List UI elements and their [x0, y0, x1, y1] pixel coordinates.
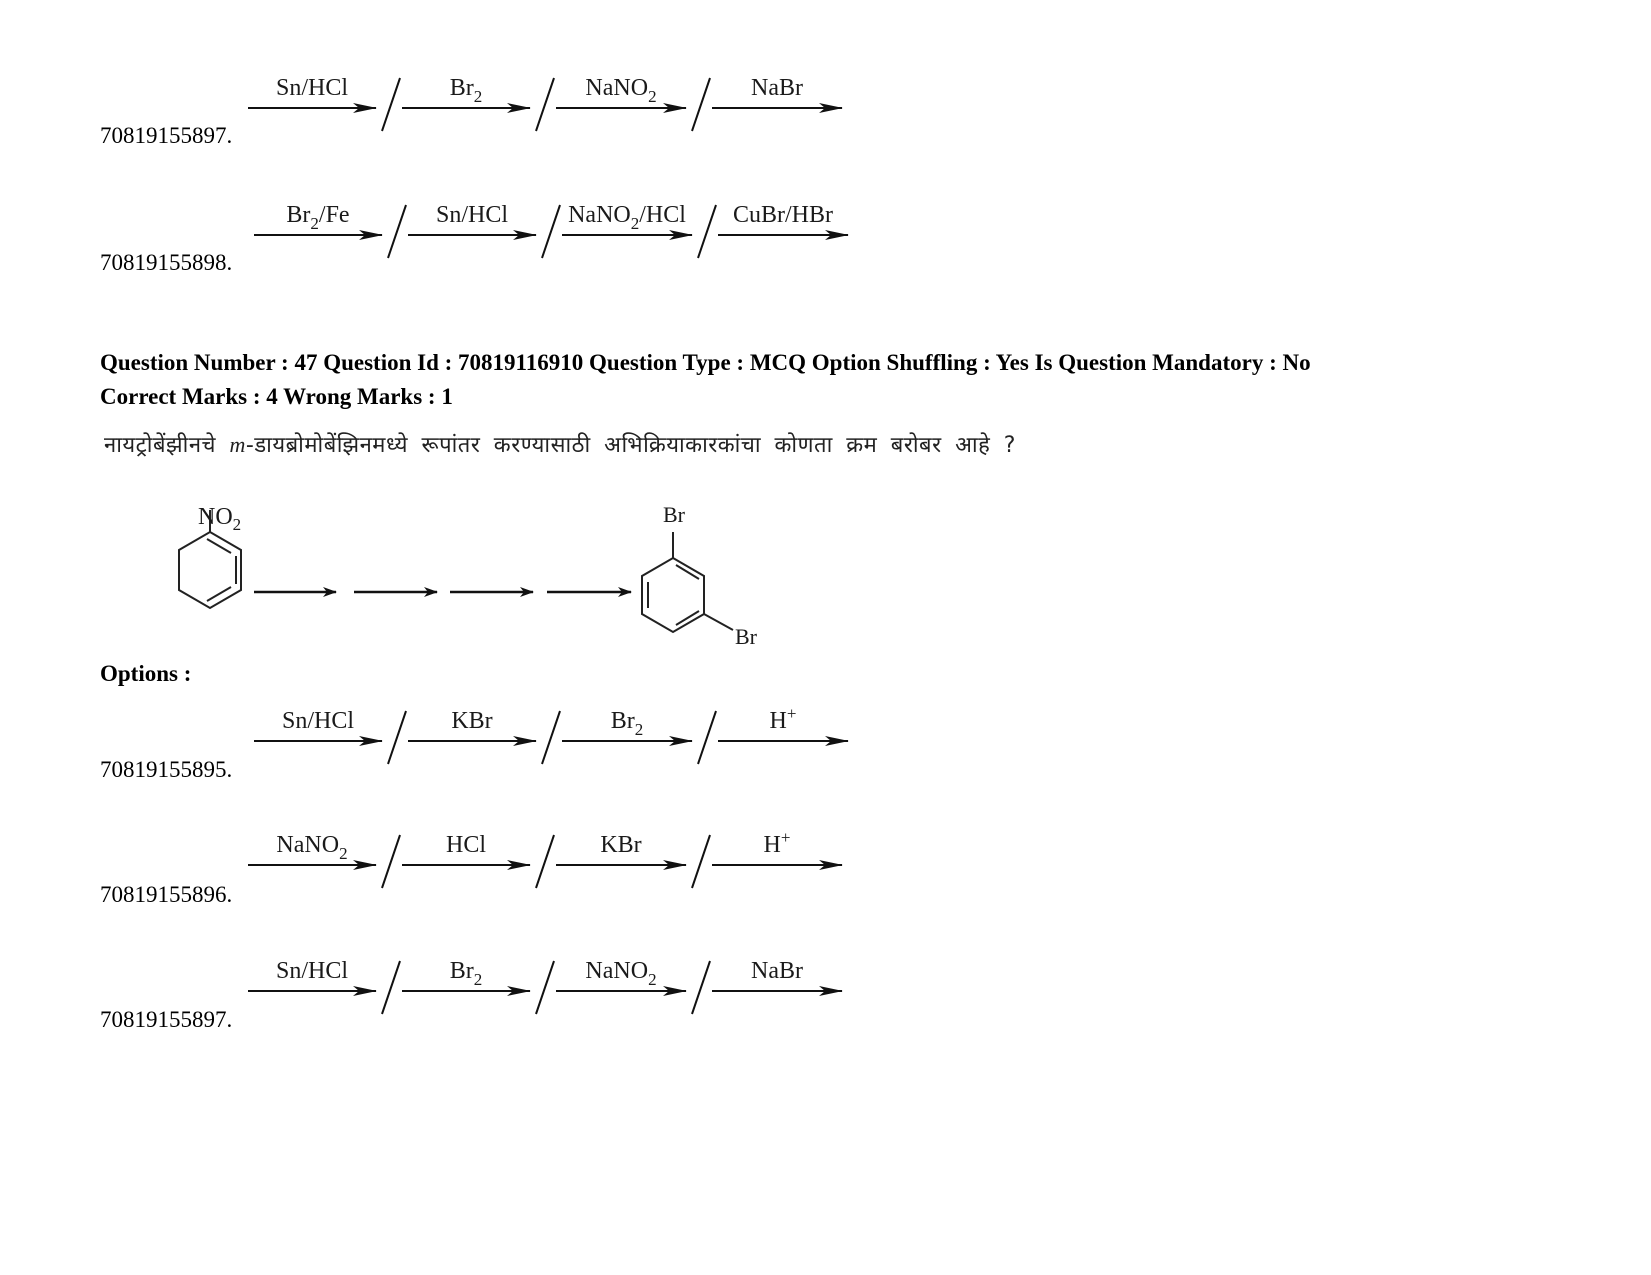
bromo-label-meta: Br [735, 624, 757, 649]
reagent-label-1: NaNO$_2$ [276, 832, 348, 863]
question-text-prefix: नायट्रोबेंझीनचे [104, 433, 230, 458]
reagent-label-4: H+ [763, 828, 791, 858]
reagent-label-2: $Br_2$ [449, 75, 483, 106]
option-id-3[interactable]: 70819155897. [100, 1007, 233, 1032]
option-id-2[interactable]: 70819155896. [100, 882, 233, 907]
dibromobenzene-structure [642, 532, 733, 632]
options-label: Options : [100, 661, 192, 686]
reagent-label-4: NaBr [751, 75, 803, 101]
question-text-suffix: -डायब्रोमोबेंझिनमध्ये रूपांतर करण्यासाठी अभिक्रियाकारकांचा कोणता क्रम बरोबर आहे ? [245, 433, 1016, 458]
reagent-label-2: HCl [445, 832, 487, 858]
reagent-label-1: Sn/HCl [275, 75, 349, 101]
option-id-1[interactable]: 70819155895. [100, 757, 233, 782]
reagent-label-3: $Br_2$ [610, 708, 644, 739]
reagent-label-3: KBr [600, 832, 642, 858]
bromo-label-top: Br [663, 502, 685, 527]
option-id-top-2: 70819155898. [100, 250, 233, 275]
question-header-line1: Question Number : 47 Question Id : 70819116910 Question Type : MCQ Option Shuffling : Yes Is Question Mandatory : No [100, 350, 1311, 375]
question-text-italic: m [229, 432, 246, 457]
reagent-label-2: $Br_2$ [449, 958, 483, 989]
reagent-label-3: NaNO$_2$/HCl [568, 202, 686, 233]
question-header-line2: Correct Marks : 4 Wrong Marks : 1 [100, 384, 453, 409]
reagent-label-1: $Br_2/Fe$ [286, 202, 350, 233]
option-id-top-1: 70819155897. [100, 123, 233, 148]
reagent-label-4: NaBr [751, 958, 803, 984]
reagent-label-1: Sn/HCl [281, 708, 355, 734]
reagent-label-3: NaNO$_2$ [585, 958, 657, 989]
reagent-label-4: CuBr/HBr [732, 202, 834, 228]
reagent-label-1: Sn/HCl [275, 958, 349, 984]
reagent-label-3: NaNO$_2$ [585, 75, 657, 106]
reagent-label-4: H+ [769, 704, 797, 734]
reagent-label-2: KBr [451, 708, 493, 734]
reagent-label-2: Sn/HCl [435, 202, 509, 228]
nitro-group-label: $NO_2$ [198, 504, 242, 534]
